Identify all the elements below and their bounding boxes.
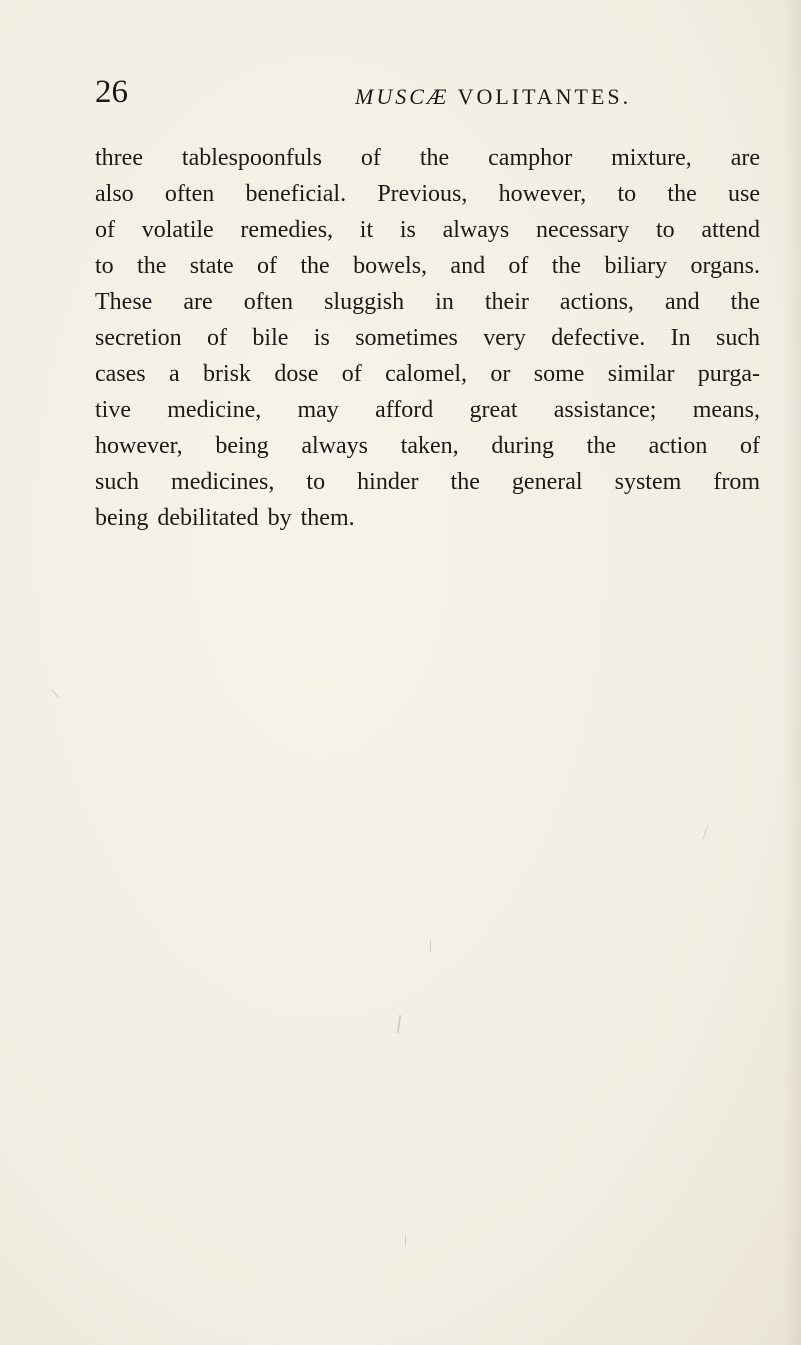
text-line: however, being always taken, during the action of: [95, 433, 760, 459]
text-line: of volatile remedies, it is always necessary to attend: [95, 217, 760, 243]
paper-speck: [703, 825, 709, 838]
page-edge-shadow: [783, 0, 801, 1345]
text-line: secretion of bile is sometimes very defective. In such: [95, 325, 760, 351]
running-head-italic: MUSCÆ: [355, 84, 450, 109]
body-text: [95, 140, 760, 536]
text-line: cases a brisk dose of calomel, or some similar purga-: [95, 361, 760, 387]
page-header: [95, 74, 760, 114]
paper-speck: [430, 940, 431, 952]
text-line: also often beneficial. Previous, however, to the use: [95, 181, 760, 207]
page-number: 26: [95, 74, 128, 110]
running-head-rest: VOLITANTES.: [457, 84, 632, 109]
text-line: such medicines, to hinder the general system from: [95, 469, 760, 495]
text-line: three tablespoonfuls of the camphor mixture, are: [95, 145, 760, 171]
text-line: tive medicine, may afford great assistance; means,: [95, 397, 760, 423]
text-line: to the state of the bowels, and of the biliary organs.: [95, 253, 760, 279]
paper-speck: [51, 689, 59, 699]
paper-speck: [405, 1235, 406, 1245]
running-head: [355, 84, 631, 110]
text-line-last: being debilitated by them.: [95, 505, 355, 531]
text-line: These are often sluggish in their actions, and the: [95, 289, 760, 315]
paper-speck: [397, 1015, 401, 1033]
